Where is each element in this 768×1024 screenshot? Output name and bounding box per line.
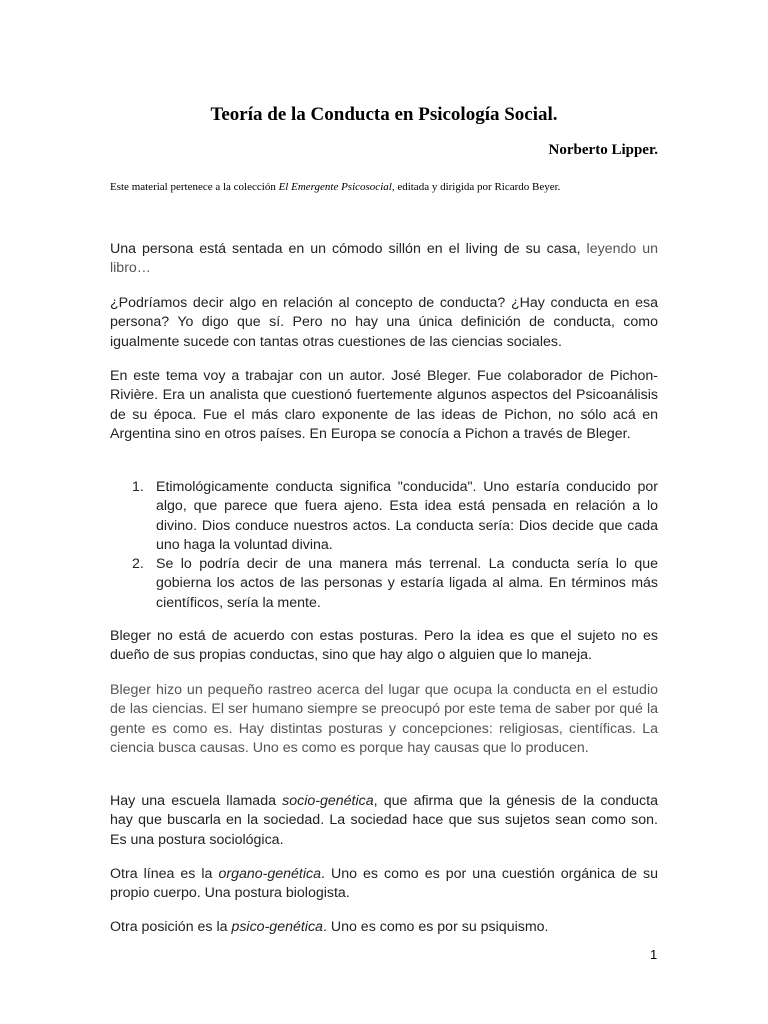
paragraph-7-pre: Otra línea es la xyxy=(110,866,219,882)
paragraph-1 xyxy=(110,240,658,279)
list-item-text: Se lo podría decir de una manera más terrenal. La conducta sería lo que gobierna los actos de las personas y estaría ligada al alma. En términos más científicos, sería la mente. xyxy=(156,556,658,611)
paragraph-6-post: , que afirma que la génesis de la conducta hay que buscarla en la sociedad. La sociedad hace que sus sujetos sean como son. Es una postura sociológica. xyxy=(110,793,658,848)
term-psico-genetica: psico-genética xyxy=(231,919,323,935)
collection-note xyxy=(110,181,670,193)
paragraph-1-text: Una persona está sentada en un cómodo sillón en el living de su casa, xyxy=(110,241,587,257)
paragraph-8 xyxy=(110,918,658,937)
paragraph-7 xyxy=(110,865,658,904)
paragraph-4: Bleger no está de acuerdo con estas posturas. Pero la idea es que el sujeto no es dueño de sus propias conductas, sino que hay algo o alguien que lo maneja. xyxy=(110,628,658,664)
list-item-text: Etimológicamente conducta significa "conducida". Uno estaría conducido por algo, que parece que fuera ajeno. Esta idea está pensada en relación a lo divino. Dios conduce nuestros actos. La conducta sería: Dios decide que cada uno haga la voluntad divina. xyxy=(156,479,658,553)
document-title: Teoría de la Conducta en Psicología Social. xyxy=(210,104,558,125)
paragraph-3: En este tema voy a trabajar con un autor. José Bleger. Fue colaborador de Pichon-Rivière. Era un analista que cuestionó fuertemente algunos aspectos del Psicoanálisis de su época. Fue el más claro exponente de las ideas de Pichon, no sólo acá en Argentina sino en otros países. En Europa se conocía a Pichon a través de Bleger. xyxy=(110,368,658,442)
paragraph-2: ¿Podríamos decir algo en relación al concepto de conducta? ¿Hay conducta en esa persona? Yo digo que sí. Pero no hay una única definición de conducta, como igualmente sucede con tantas otras cuestiones de las ciencias sociales. xyxy=(110,295,658,350)
collection-note-pre: Este material pertenece a la colección xyxy=(110,181,279,193)
paragraph-6 xyxy=(110,792,658,850)
paragraph-5: Bleger hizo un pequeño rastreo acerca del lugar que ocupa la conducta en el estudio de las ciencias. El ser humano siempre se preocupó por este tema de saber por qué la gente es como es. Hay distintas posturas y concepciones: religiosas, científicas. La ciencia busca causas. Uno es como es porque hay causas que lo producen. xyxy=(110,682,658,756)
page-number: 1 xyxy=(650,947,658,962)
collection-note-post: , editada y dirigida por Ricardo Beyer. xyxy=(391,181,561,193)
list-item xyxy=(132,555,658,613)
paragraph-8-post: . Uno es como es por su psiquismo. xyxy=(322,919,549,935)
paragraph-7-post: . Uno es como es por una cuestión orgánica de su propio cuerpo. Una postura biologista. xyxy=(110,866,658,902)
term-organo-genetica: organo-genética xyxy=(218,866,321,882)
list-item-number: 1. xyxy=(132,479,144,495)
term-socio-genetica: socio-genética xyxy=(282,793,374,809)
list-item-number: 2. xyxy=(132,556,144,573)
numbered-list xyxy=(132,478,658,613)
document-author: Norberto Lipper. xyxy=(548,142,658,158)
collection-name: El Emergente Psicosocial xyxy=(278,181,392,193)
list-item xyxy=(132,478,658,555)
paragraph-6-pre: Hay una escuela llamada xyxy=(110,793,283,809)
paragraph-8-pre: Otra posición es la xyxy=(110,919,232,935)
paragraph-1-continuation: leyendo un libro… xyxy=(110,241,659,277)
